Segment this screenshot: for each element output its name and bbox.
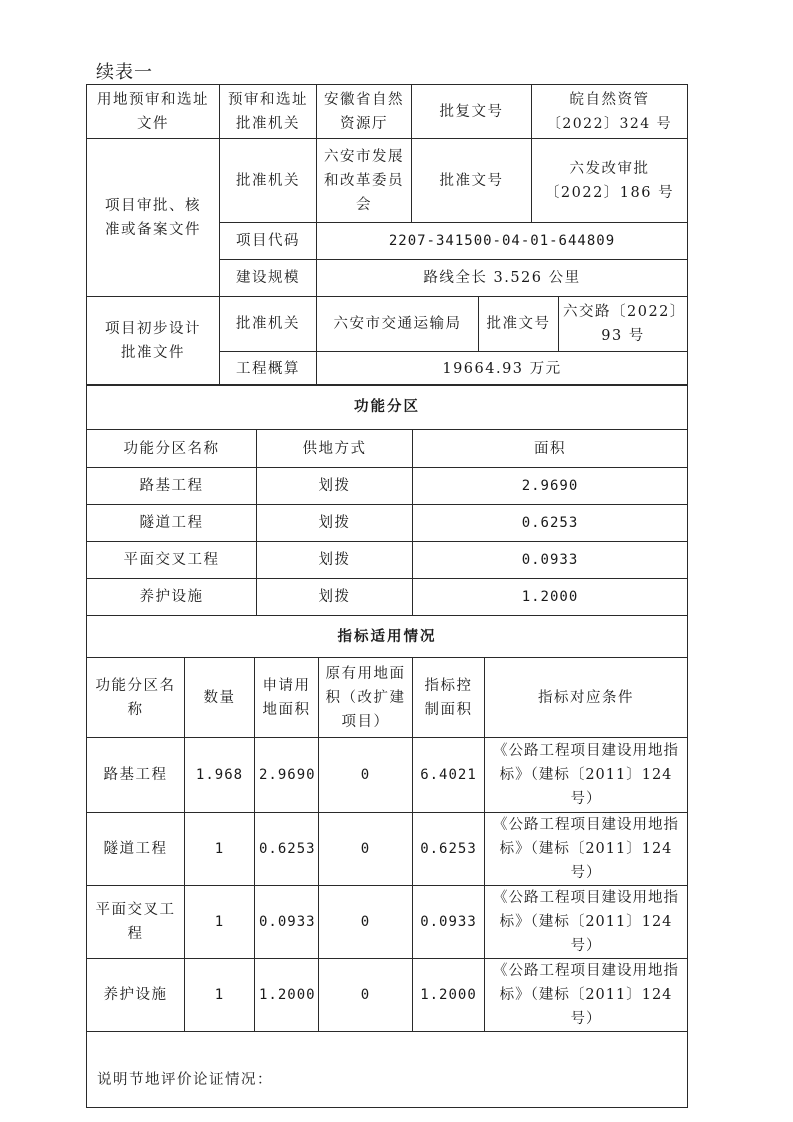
table-row bbox=[87, 959, 688, 1032]
table-row bbox=[87, 738, 688, 813]
cell-project-code-label: 项目代码 bbox=[220, 223, 317, 260]
table-row bbox=[87, 468, 688, 505]
page-title: 续表一 bbox=[96, 62, 153, 83]
table-header-row bbox=[87, 430, 688, 468]
table-header-row bbox=[87, 658, 688, 738]
design-number-line2: 93 号 bbox=[601, 328, 645, 344]
indicator-control-area: 0.6253 bbox=[413, 813, 485, 886]
table-row bbox=[87, 886, 688, 959]
header-area: 面积 bbox=[413, 430, 688, 468]
cell-design-number bbox=[559, 297, 688, 352]
table-row bbox=[87, 579, 688, 616]
zone-area: 0.0933 bbox=[413, 542, 688, 579]
indicator-applied-area: 2.9690 bbox=[255, 738, 319, 813]
land-saving-note: 说明节地评价论证情况： bbox=[87, 1032, 688, 1108]
zone-supply: 划拨 bbox=[257, 468, 413, 505]
indicator-applied-area: 1.2000 bbox=[255, 959, 319, 1032]
cell-approval-authority-label: 批准机关 bbox=[220, 139, 317, 223]
table-row bbox=[87, 505, 688, 542]
indicator-quantity: 1.968 bbox=[185, 738, 255, 813]
indicator-quantity: 1 bbox=[185, 813, 255, 886]
cell-preexam-authority: 安徽省自然资源厅 bbox=[317, 85, 412, 139]
indicator-condition: 《公路工程项目建设用地指标》（建标〔2011〕124 号） bbox=[485, 738, 688, 813]
cell-preexam-authority-label: 预审和选址批准机关 bbox=[220, 85, 317, 139]
indicator-zone-name: 养护设施 bbox=[87, 959, 185, 1032]
zone-name: 养护设施 bbox=[87, 579, 257, 616]
table-row bbox=[87, 542, 688, 579]
functional-zones-heading: 功能分区 bbox=[87, 385, 688, 430]
cell-design-number-label: 批准文号 bbox=[479, 297, 559, 352]
cell-budget: 19664.93 万元 bbox=[317, 352, 688, 386]
indicator-zone-name: 平面交叉工程 bbox=[87, 886, 185, 959]
indicator-condition: 《公路工程项目建设用地指标》（建标〔2011〕124 号） bbox=[485, 813, 688, 886]
reply-number-line1: 皖自然资管 bbox=[569, 91, 650, 108]
table-row bbox=[87, 297, 688, 352]
indicator-quantity: 1 bbox=[185, 886, 255, 959]
indicator-condition: 《公路工程项目建设用地指标》（建标〔2011〕124 号） bbox=[485, 886, 688, 959]
zone-name: 隧道工程 bbox=[87, 505, 257, 542]
indicator-zone-name: 路基工程 bbox=[87, 738, 185, 813]
cell-project-code: 2207-341500-04-01-644809 bbox=[317, 223, 688, 260]
indicator-table bbox=[86, 615, 688, 1108]
indicator-zone-name: 隧道工程 bbox=[87, 813, 185, 886]
indicator-original-area: 0 bbox=[319, 813, 413, 886]
indicator-original-area: 0 bbox=[319, 959, 413, 1032]
table-row bbox=[87, 616, 688, 658]
cell-preliminary-design-doc: 项目初步设计批准文件 bbox=[87, 297, 220, 386]
indicator-applied-area: 0.0933 bbox=[255, 886, 319, 959]
cell-design-authority: 六安市交通运输局 bbox=[317, 297, 479, 352]
indicator-applied-area: 0.6253 bbox=[255, 813, 319, 886]
approval-documents-table bbox=[86, 84, 688, 297]
reply-number-line2: 〔2022〕324 号 bbox=[546, 115, 673, 132]
indicator-control-area: 0.0933 bbox=[413, 886, 485, 959]
header-zone-name: 功能分区名称 bbox=[87, 430, 257, 468]
indicator-control-area: 6.4021 bbox=[413, 738, 485, 813]
header-control-area: 指标控制面积 bbox=[413, 658, 485, 738]
zone-supply: 划拨 bbox=[257, 542, 413, 579]
approval-number-line1: 六发改审批 bbox=[569, 160, 650, 177]
cell-land-preexam-doc: 用地预审和选址文件 bbox=[87, 85, 220, 139]
cell-approval-authority: 六安市发展和改革委员会 bbox=[317, 139, 412, 223]
table-row bbox=[87, 1032, 688, 1108]
indicator-condition: 《公路工程项目建设用地指标》（建标〔2011〕124 号） bbox=[485, 959, 688, 1032]
header-supply-method: 供地方式 bbox=[257, 430, 413, 468]
zone-area: 0.6253 bbox=[413, 505, 688, 542]
table-row bbox=[87, 85, 688, 139]
zone-area: 2.9690 bbox=[413, 468, 688, 505]
table-row bbox=[87, 385, 688, 430]
functional-zones-table bbox=[86, 384, 688, 616]
cell-approval-number-label: 批准文号 bbox=[412, 139, 532, 223]
indicator-original-area: 0 bbox=[319, 738, 413, 813]
indicator-quantity: 1 bbox=[185, 959, 255, 1032]
table-row bbox=[87, 139, 688, 223]
cell-reply-number-label: 批复文号 bbox=[412, 85, 532, 139]
table-row bbox=[87, 813, 688, 886]
cell-approval-number bbox=[532, 139, 688, 223]
cell-design-authority-label: 批准机关 bbox=[220, 297, 317, 352]
indicator-original-area: 0 bbox=[319, 886, 413, 959]
cell-reply-number bbox=[532, 85, 688, 139]
zone-supply: 划拨 bbox=[257, 505, 413, 542]
design-number-line1: 六交路〔2022〕 bbox=[563, 304, 686, 320]
approval-number-line2: 〔2022〕186 号 bbox=[544, 184, 675, 201]
indicator-heading: 指标适用情况 bbox=[87, 616, 688, 658]
cell-project-approval-doc: 项目审批、核准或备案文件 bbox=[87, 139, 220, 297]
cell-budget-label: 工程概算 bbox=[220, 352, 317, 386]
header-original-area: 原有用地面积（改扩建项目） bbox=[319, 658, 413, 738]
indicator-control-area: 1.2000 bbox=[413, 959, 485, 1032]
zone-name: 路基工程 bbox=[87, 468, 257, 505]
cell-construction-scale-label: 建设规模 bbox=[220, 260, 317, 297]
header-applied-area: 申请用地面积 bbox=[255, 658, 319, 738]
cell-construction-scale: 路线全长 3.526 公里 bbox=[317, 260, 688, 297]
zone-area: 1.2000 bbox=[413, 579, 688, 616]
zone-supply: 划拨 bbox=[257, 579, 413, 616]
header-zone-name: 功能分区名称 bbox=[87, 658, 185, 738]
preliminary-design-table bbox=[86, 296, 688, 386]
header-condition: 指标对应条件 bbox=[485, 658, 688, 738]
header-quantity: 数量 bbox=[185, 658, 255, 738]
zone-name: 平面交叉工程 bbox=[87, 542, 257, 579]
